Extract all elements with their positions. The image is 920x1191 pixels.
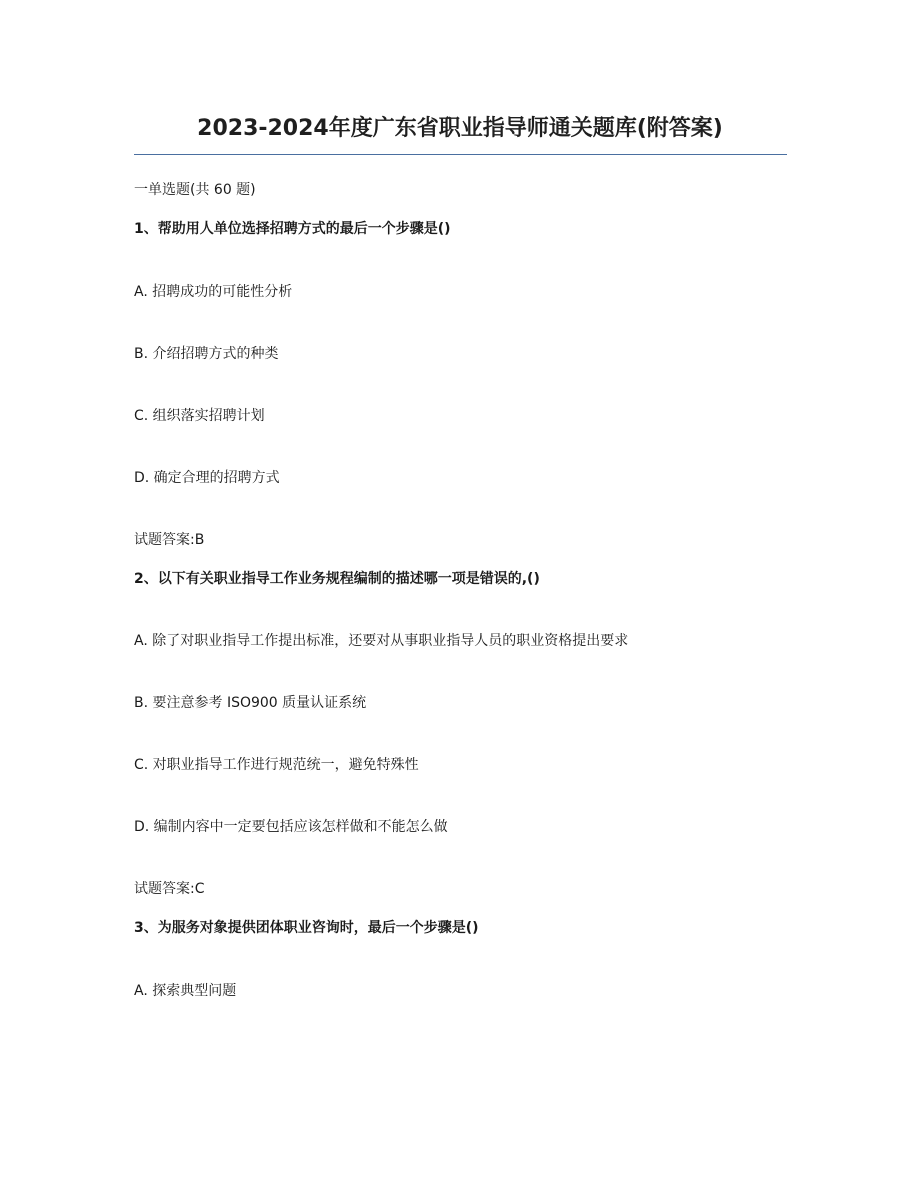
answer-line: 试题答案:C xyxy=(134,881,205,897)
option-b: B. 要注意参考 ISO900 质量认证系统 xyxy=(134,695,367,711)
question-stem: 2、以下有关职业指导工作业务规程编制的描述哪一项是错误的,() xyxy=(134,571,540,587)
answer-line: 试题答案:B xyxy=(134,532,205,548)
option-c: C. 对职业指导工作进行规范统一，避免特殊性 xyxy=(134,757,419,773)
section-heading: 一单选题(共 60 题) xyxy=(134,182,256,198)
title-divider xyxy=(134,154,787,155)
page-title: 2023-2024年度广东省职业指导师通关题库(附答案) xyxy=(197,116,723,141)
option-a: A. 除了对职业指导工作提出标准，还要对从事职业指导人员的职业资格提出要求 xyxy=(134,633,629,649)
option-c: C. 组织落实招聘计划 xyxy=(134,408,265,424)
option-d: D. 确定合理的招聘方式 xyxy=(134,470,280,486)
option-a: A. 招聘成功的可能性分析 xyxy=(134,284,293,300)
option-b: B. 介绍招聘方式的种类 xyxy=(134,346,279,362)
question-stem: 1、帮助用人单位选择招聘方式的最后一个步骤是() xyxy=(134,221,451,237)
question-stem: 3、为服务对象提供团体职业咨询时，最后一个步骤是() xyxy=(134,920,479,936)
option-a: A. 探索典型问题 xyxy=(134,983,237,999)
option-d: D. 编制内容中一定要包括应该怎样做和不能怎么做 xyxy=(134,819,448,835)
